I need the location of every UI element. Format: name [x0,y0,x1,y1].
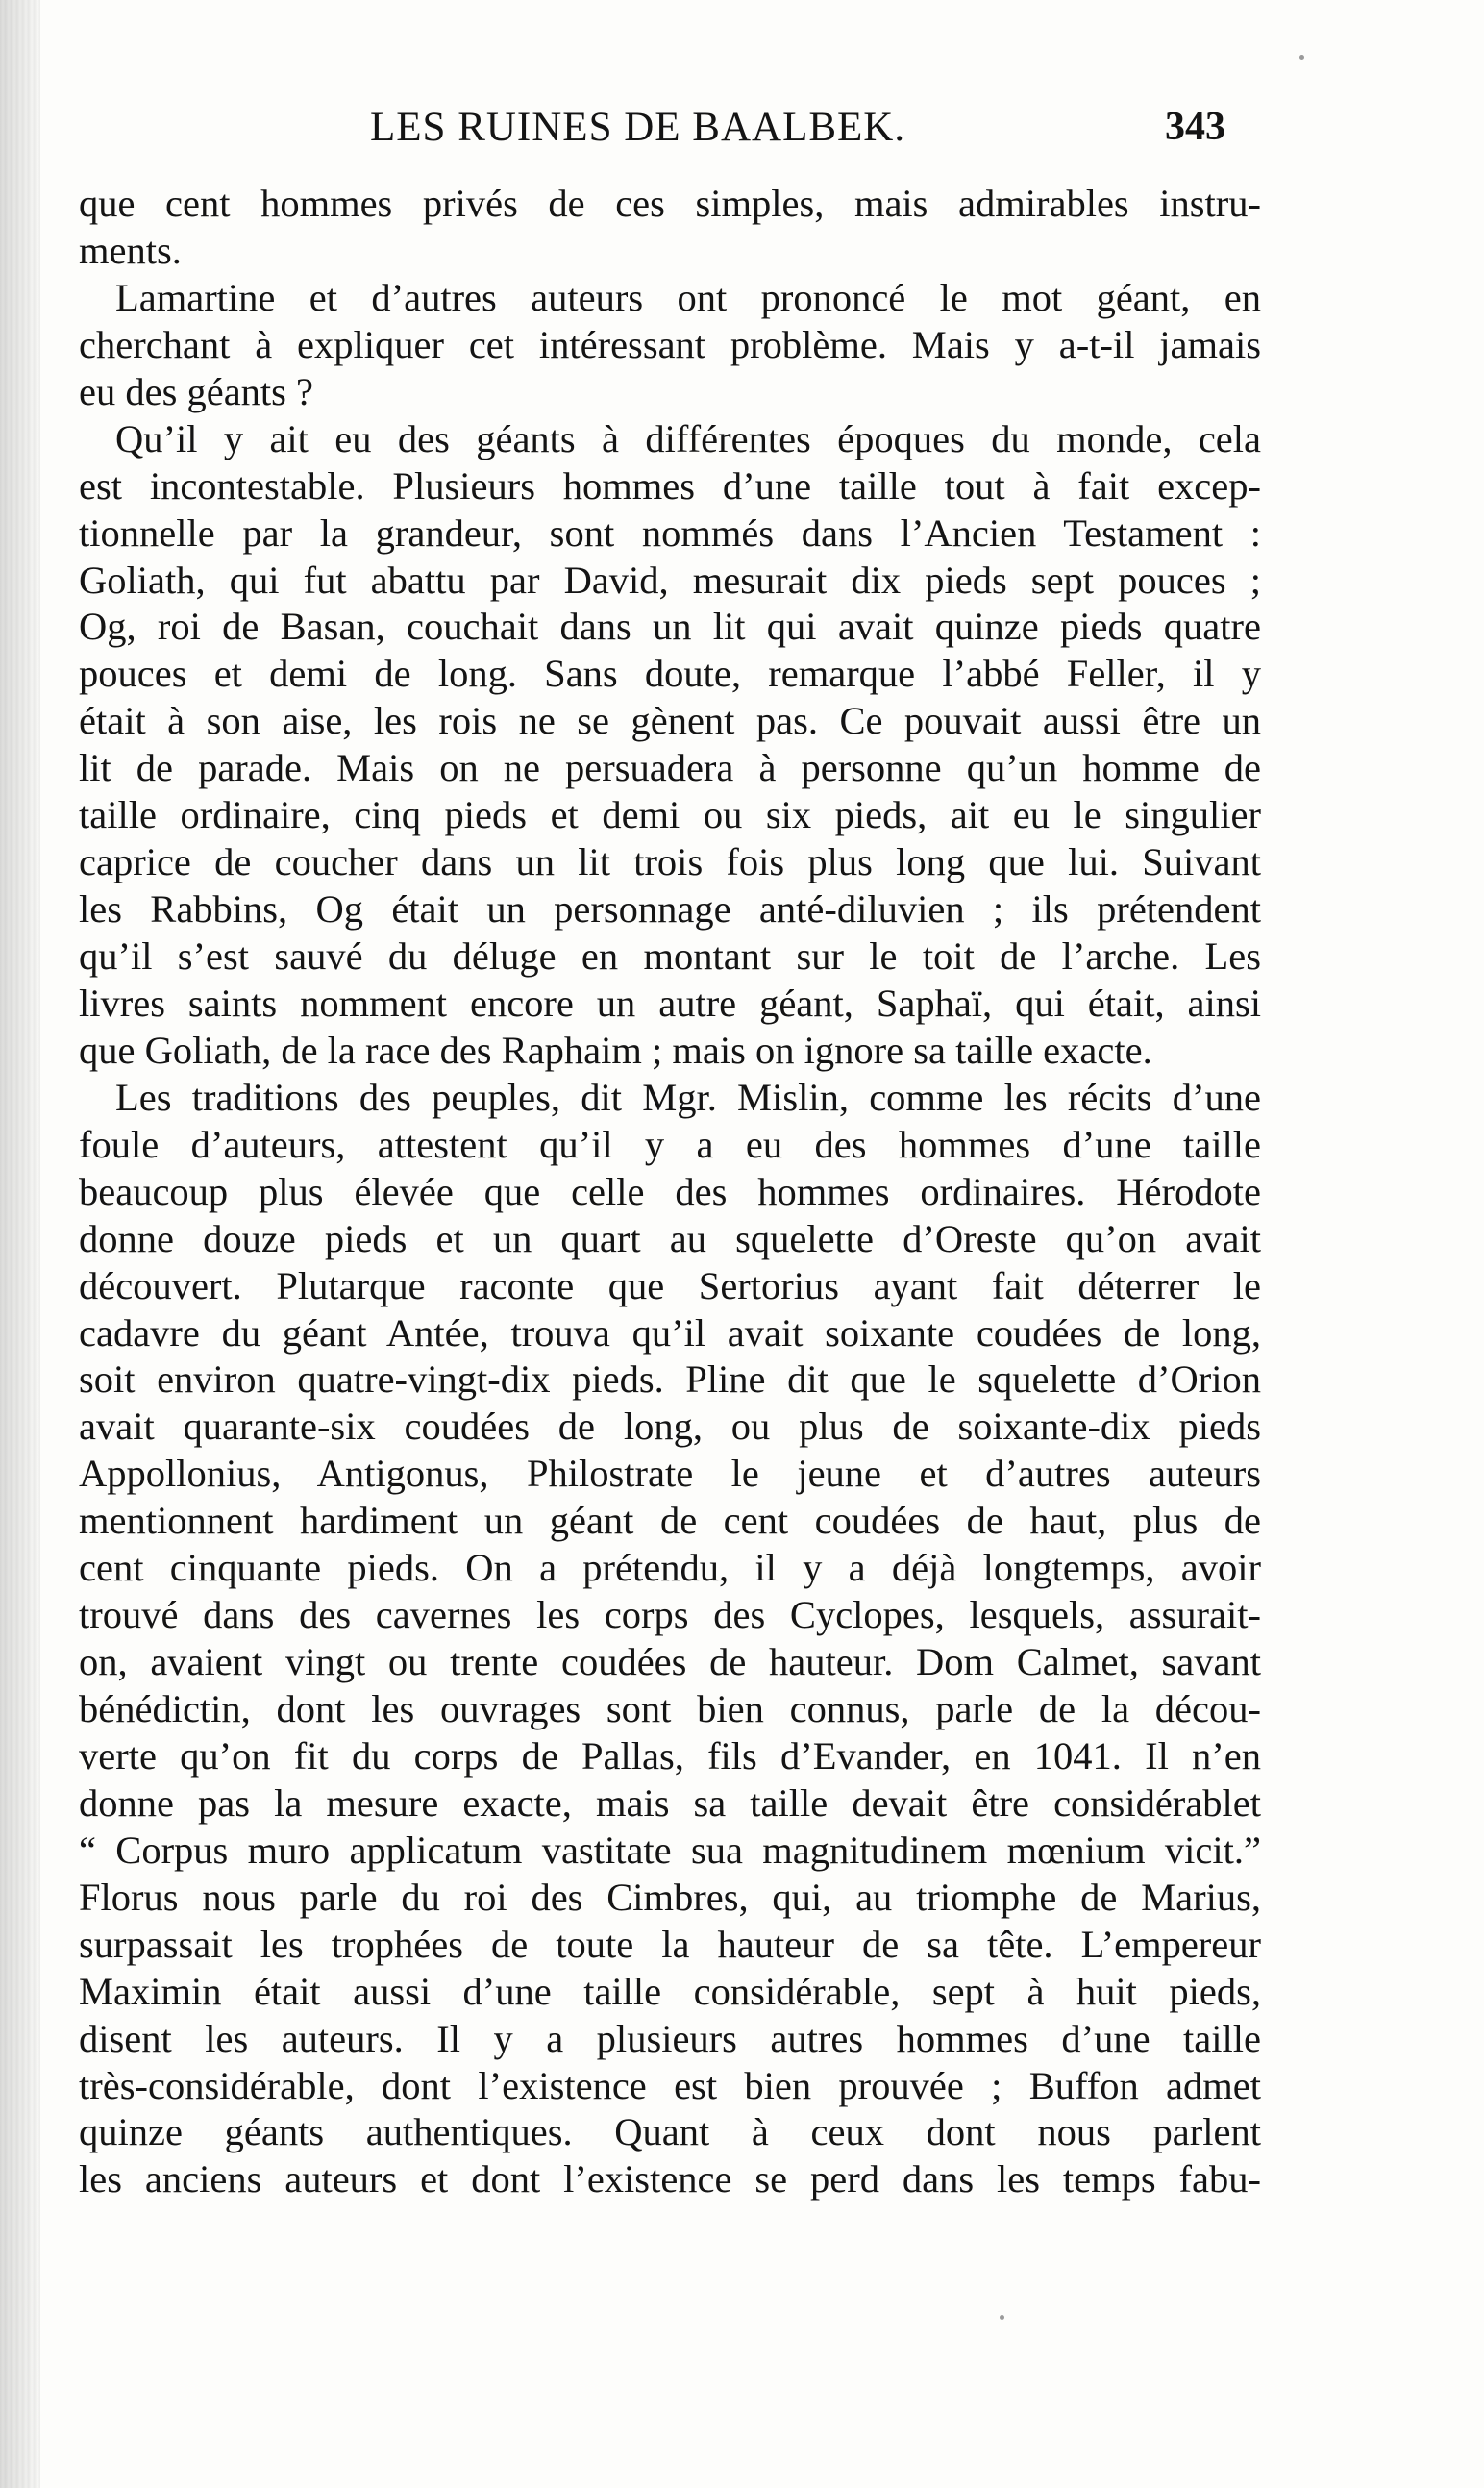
text-line: Lamartine et d’autres auteurs ont prononcé le mot géant, en [115,275,1261,319]
text-line: lit de parade. Mais on ne persuadera à personne qu’un homme de [79,746,1261,790]
body-text [79,181,1261,2203]
text-line: beaucoup plus élevée que celle des hommes ordinaires. Hérodote [79,1169,1261,1213]
text-line: verte qu’on fit du corps de Pallas, fils d’Evander, en 1041. Il n’en [79,1733,1261,1778]
text-line: caprice de coucher dans un lit trois fois plus long que lui. Suivant [79,840,1261,884]
text-line: Les traditions des peuples, dit Mgr. Mislin, comme les récits d’une [115,1075,1261,1119]
running-title: LES RUINES DE BAALBEK. [370,105,906,150]
text-line: donne douze pieds et un quart au squelette d’Oreste qu’on avait [79,1216,1261,1260]
text-line: Appollonius, Antigonus, Philostrate le jeune et d’autres auteurs [79,1452,1261,1496]
text-line: avait quarante-six coudées de long, ou plus de soixante-dix pieds [79,1405,1261,1449]
running-header [0,104,1484,162]
text-line: est incontestable. Plusieurs hommes d’une taille tout à fait excep- [79,463,1261,508]
text-line: trouvé dans des cavernes les corps des Cyclopes, lesquels, assurait- [79,1593,1261,1637]
text-line: eu des géants ? [79,369,314,413]
text-line: Qu’il y ait eu des géants à différentes époques du monde, cela [115,416,1261,460]
text-line: que cent hommes privés de ces simples, mais admirables instru- [79,182,1261,225]
text-line: mentionnent hardiment un géant de cent coudées de haut, plus de [79,1499,1261,1543]
text-line: quinze géants authentiques. Quant à ceux dont nous parlent [79,2110,1261,2154]
text-line: pouces et demi de long. Sans doute, remarque l’abbé Feller, il y [79,652,1261,696]
text-line: disent les auteurs. Il y a plusieurs autres hommes d’une taille [79,2016,1261,2060]
text-line: donne pas la mesure exacte, mais sa taille devait être considérablet [79,1780,1261,1825]
text-line: cadavre du géant Antée, trouva qu’il avait soixante coudées de long, [79,1310,1261,1355]
text-line: qu’il s’est sauvé du déluge en montant sur le toit de l’arche. Les [79,934,1261,978]
speck-mark [1299,55,1304,60]
text-line: Florus nous parle du roi des Cimbres, qui, au triomphe de Marius, [79,1875,1261,1919]
text-line: foule d’auteurs, attestent qu’il y a eu des hommes d’une taille [79,1122,1261,1166]
text-line: on, avaient vingt ou trente coudées de hauteur. Dom Calmet, savant [79,1640,1261,1684]
page-binding-edge [0,0,40,2488]
text-line: que Goliath, de la race des Raphaim ; mais on ignore sa taille exacte. [79,1028,1152,1072]
text-line: Goliath, qui fut abattu par David, mesurait dix pieds sept pouces ; [79,558,1261,602]
text-line: taille ordinaire, cinq pieds et demi ou six pieds, ait eu le singulier [79,793,1261,837]
text-line: livres saints nomment encore un autre géant, Saphaï, qui était, ainsi [79,981,1261,1025]
text-line: tionnelle par la grandeur, sont nommés dans l’Ancien Testament : [79,510,1261,555]
text-line: Og, roi de Basan, couchait dans un lit qui avait quinze pieds quatre [79,605,1261,649]
page-number: 343 [1165,105,1225,149]
text-line: “ Corpus muro applicatum vastitate sua magnitudinem mœnium vicit.” [79,1828,1261,1872]
text-line: très-considérable, dont l’existence est bien prouvée ; Buffon admet [79,2063,1261,2107]
text-line: les Rabbins, Og était un personnage anté-diluvien ; ils prétendent [79,887,1261,932]
text-line: cherchant à expliquer cet intéressant problème. Mais y a-t-il jamais [79,322,1261,366]
text-line: ments. [79,228,182,272]
text-line: surpassait les trophées de toute la hauteur de sa tête. L’empereur [79,1922,1261,1966]
text-line: soit environ quatre-vingt-dix pieds. Pline dit que le squelette d’Orion [79,1357,1261,1402]
text-line: Maximin était aussi d’une taille considérable, sept à huit pieds, [79,1969,1261,2013]
text-line: était à son aise, les rois ne se gènent pas. Ce pouvait aussi être un [79,699,1261,743]
text-line: les anciens auteurs et dont l’existence se perd dans les temps fabu- [79,2157,1261,2202]
text-line: bénédictin, dont les ouvrages sont bien connus, parle de la décou- [79,1687,1261,1730]
text-line: découvert. Plutarque raconte que Sertorius ayant fait déterrer le [79,1263,1261,1307]
text-line: cent cinquante pieds. On a prétendu, il y a déjà longtemps, avoir [79,1546,1261,1590]
speck-mark [1000,2315,1004,2320]
